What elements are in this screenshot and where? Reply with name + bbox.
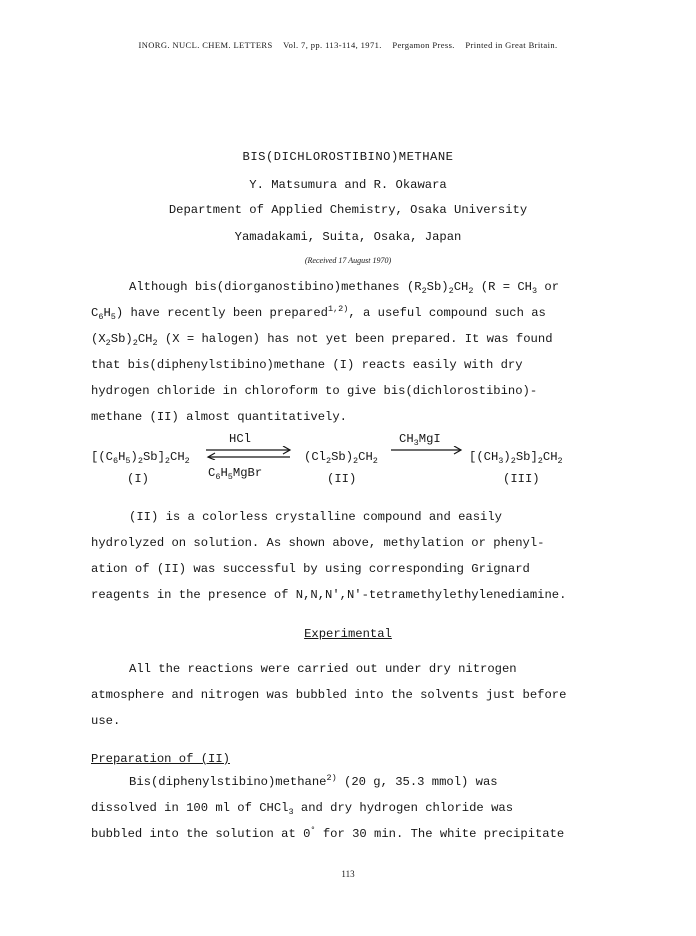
intro-line-4: that bis(diphenylstibino)methane (I) reacts easily with dry: [91, 358, 523, 372]
forward-arrow: [391, 446, 463, 456]
label-compound-III: (III): [503, 472, 540, 486]
reaction-scheme: [91, 432, 611, 492]
label-compound-II: (II): [327, 472, 357, 486]
compound-I-formula: $[(C_6H_5)_2Sb]_2CH_2$: [91, 450, 190, 466]
prep-line-3: bubbled into the solution at 0° for 30 min. The white precipitate: [91, 825, 565, 841]
compound-II-formula: $(Cl_2Sb)_2CH_2$: [304, 450, 378, 466]
intro-line-5: hydrogen chloride in chloroform to give bis(dichlorostibino)-: [91, 384, 538, 398]
para2-line-2: hydrolyzed on solution. As shown above, methylation or phenyl-: [91, 536, 545, 550]
authors: Y. Matsumura and R. Okawara: [249, 178, 447, 192]
para2-line-1: (II) is a colorless crystalline compound and easily: [129, 510, 502, 524]
reagent-phenylmgbr: $C_6H_5MgBr$: [208, 466, 263, 482]
publisher: Pergamon Press.: [392, 40, 455, 50]
compound-III-formula: $[(CH_3)_2Sb]_2CH_2$: [469, 450, 563, 466]
paper-title: BIS(DICHLOROSTIBINO)METHANE: [242, 150, 454, 164]
running-header: [0, 40, 696, 50]
degree-sign: °: [310, 825, 316, 835]
reagent-hcl: HCl: [229, 432, 251, 446]
intro-line-3: $(X_2Sb)_2CH_2$ (X = halogen) has not yet been prepared. It was found: [91, 332, 553, 348]
affiliation-line-1: Department of Applied Chemistry, Osaka University: [168, 203, 528, 217]
intro-line-6: methane (II) almost quantitatively.: [91, 410, 347, 424]
para2-line-3: ation of (II) was successful by using corresponding Grignard: [91, 562, 530, 576]
printed-in: Printed in Great Britain.: [465, 40, 558, 50]
intro-line-2: $C_6H_5$) have recently been prepared$^{1,2)}$, a useful compound such as: [91, 304, 546, 322]
para2-line-4: reagents in the presence of N,N,N',N'-tetramethylethylenediamine.: [91, 588, 567, 602]
para3-line-1: All the reactions were carried out under dry nitrogen: [129, 662, 517, 676]
label-compound-I: (I): [127, 472, 149, 486]
page-number: 113: [341, 869, 355, 879]
affiliation-line-2: Yamadakami, Suita, Osaka, Japan: [234, 230, 462, 244]
para3-line-3: use.: [91, 714, 121, 728]
citation: 2): [326, 773, 337, 783]
prep-line-1: Bis(diphenylstibino)methane$^{2)}$ (20 g, 35.3 mmol) was: [129, 773, 498, 789]
reagent-methylmgi: $CH_3MgI$: [399, 432, 441, 448]
volume-info: Vol. 7, pp. 113-114, 1971.: [283, 40, 382, 50]
section-heading-experimental: Experimental: [304, 627, 392, 641]
received-date: (Received 17 August 1970): [304, 256, 392, 265]
intro-line-1: Although bis(diorganostibino)methanes $(R_2Sb)_2CH_2$ ($R = CH_3$ or: [129, 280, 560, 296]
journal-name: INORG. NUCL. CHEM. LETTERS: [138, 40, 273, 50]
prep-line-2: dissolved in 100 ml of CHCl$_3$ and dry hydrogen chloride was: [91, 801, 514, 817]
para3-line-2: atmosphere and nitrogen was bubbled into the solvents just before: [91, 688, 567, 702]
equilibrium-arrows: [206, 446, 292, 460]
subheading-preparation: Preparation of (II): [91, 752, 230, 766]
citation: 1,2): [327, 304, 349, 314]
